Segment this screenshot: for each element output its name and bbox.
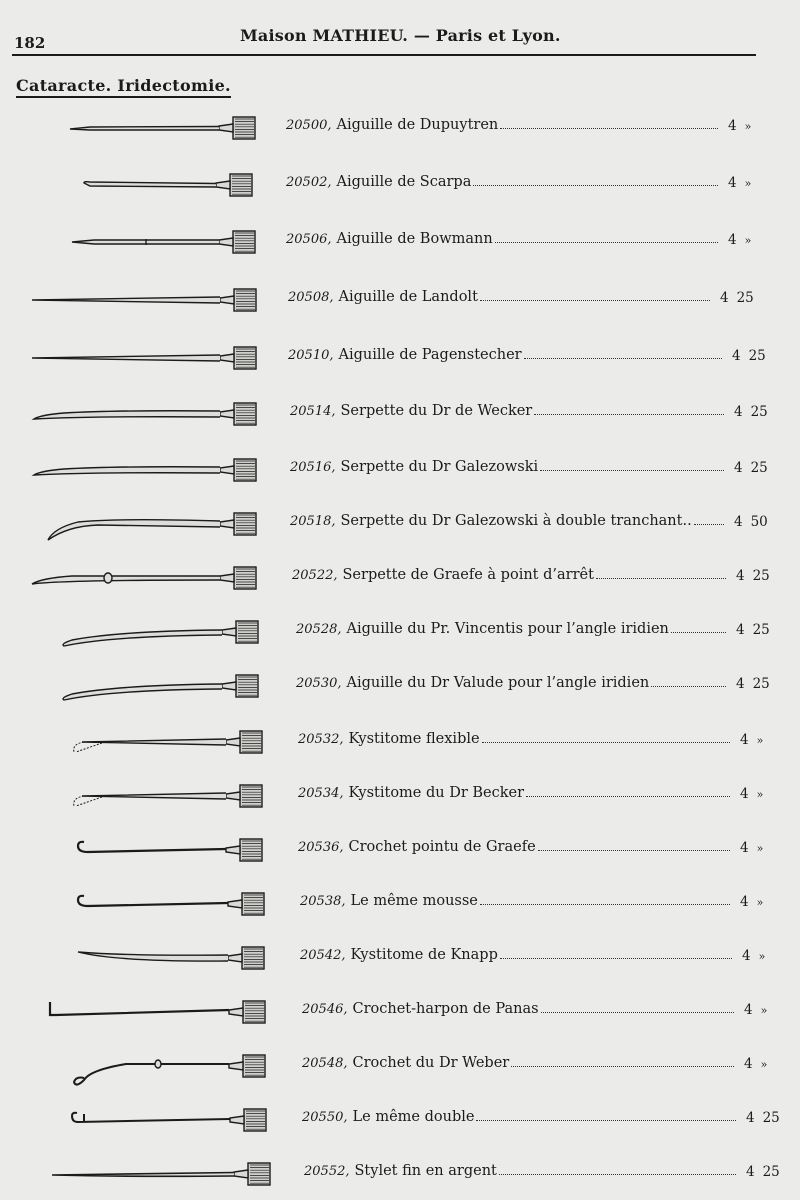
- item-price: [728, 175, 751, 195]
- serpette-icon: [0, 450, 250, 490]
- item-code: 20510,: [288, 348, 334, 363]
- price-francs: 4: [742, 948, 751, 964]
- price-francs: 4: [728, 175, 737, 191]
- dot-leader: [500, 128, 718, 129]
- item-code: 20538,: [300, 894, 346, 909]
- dot-leader: [500, 958, 732, 959]
- catalog-item: [0, 830, 800, 866]
- catalog-item: [0, 558, 800, 594]
- dot-leader: [476, 1120, 736, 1121]
- serpette-curved-icon: [0, 504, 250, 544]
- catalog-item: [0, 108, 800, 144]
- catalog-item: [0, 504, 800, 540]
- stylet-icon: [0, 1154, 250, 1194]
- dot-leader: [534, 414, 724, 415]
- kystitome-icon: [0, 722, 250, 762]
- catalog-item: [0, 884, 800, 920]
- dot-leader: [694, 524, 724, 525]
- catalog-item: [0, 612, 800, 648]
- item-price: [736, 676, 770, 696]
- item-name: Stylet fin en argent: [354, 1163, 497, 1179]
- item-price: [736, 568, 770, 588]
- catalog-item: [0, 1154, 800, 1190]
- item-price: [734, 514, 768, 534]
- item-code: 20506,: [286, 232, 332, 247]
- price-francs: 4: [734, 404, 743, 420]
- dot-leader: [511, 1066, 734, 1067]
- dot-leader: [480, 300, 710, 301]
- catalog-item: [0, 280, 800, 316]
- item-name: Kystitome de Knapp: [350, 947, 498, 963]
- needle-lance-icon: [0, 222, 250, 262]
- item-code: 20552,: [304, 1164, 350, 1179]
- needle-curved-tip-icon: [0, 165, 250, 205]
- angled-needle-icon: [0, 612, 250, 652]
- price-cents: 25: [750, 460, 768, 476]
- price-francs: 4: [720, 290, 729, 306]
- angled-needle-icon: [0, 666, 250, 706]
- item-name: Aiguille de Dupuytren: [336, 117, 499, 133]
- item-code: 20522,: [292, 568, 338, 583]
- item-code: 20534,: [298, 786, 344, 801]
- price-francs: 4: [740, 894, 749, 910]
- item-code: 20536,: [298, 840, 344, 855]
- item-code: 20532,: [298, 732, 344, 747]
- harpoon-hook-icon: [0, 992, 250, 1032]
- item-code: 20500,: [286, 118, 332, 133]
- dot-leader: [651, 686, 726, 687]
- price-francs: 4: [740, 840, 749, 856]
- item-price: [746, 1164, 780, 1184]
- double-hook-icon: [0, 1100, 250, 1140]
- item-name: Serpette du Dr de Wecker: [340, 403, 533, 419]
- dot-leader: [541, 1012, 734, 1013]
- needle-long-icon: [0, 338, 250, 378]
- item-name: Aiguille de Pagenstecher: [338, 347, 522, 363]
- item-name: Le même double: [352, 1109, 475, 1125]
- item-name: Serpette du Dr Galezowski: [340, 459, 539, 475]
- item-code: 20546,: [302, 1002, 348, 1017]
- dot-leader: [596, 578, 726, 579]
- item-price: [746, 1110, 780, 1130]
- item-name: Crochet pointu de Graefe: [348, 839, 536, 855]
- price-francs: 4: [728, 232, 737, 248]
- item-name: Crochet-harpon de Panas: [352, 1001, 539, 1017]
- item-price: [728, 118, 751, 138]
- dot-leader: [499, 1174, 736, 1175]
- dot-leader: [540, 470, 724, 471]
- item-price: [740, 894, 763, 914]
- price-cents: »: [760, 1004, 768, 1017]
- dot-leader: [524, 358, 722, 359]
- needle-long-icon: [0, 280, 250, 320]
- item-price: [740, 840, 763, 860]
- dot-leader: [482, 742, 730, 743]
- item-code: 20548,: [302, 1056, 348, 1071]
- item-name: Aiguille de Landolt: [338, 289, 478, 305]
- price-cents: »: [756, 788, 764, 801]
- kystitome-icon: [0, 776, 250, 816]
- price-cents: »: [760, 1058, 768, 1071]
- item-price: [742, 948, 765, 968]
- price-cents: 25: [762, 1164, 780, 1180]
- item-name: Serpette du Dr Galezowski à double tranchant..: [340, 513, 692, 529]
- catalog-item: [0, 666, 800, 702]
- serpette-stop-icon: [0, 558, 250, 598]
- weber-hook-icon: [0, 1046, 250, 1086]
- catalog-item: [0, 1046, 800, 1082]
- price-cents: 25: [750, 404, 768, 420]
- price-cents: 25: [752, 676, 770, 692]
- dot-leader: [480, 904, 730, 905]
- item-code: 20530,: [296, 676, 342, 691]
- serpette-icon: [0, 394, 250, 434]
- dot-leader: [495, 242, 718, 243]
- price-francs: 4: [734, 460, 743, 476]
- item-code: 20518,: [290, 514, 336, 529]
- price-cents: 25: [762, 1110, 780, 1126]
- catalog-item: [0, 938, 800, 974]
- price-francs: 4: [744, 1002, 753, 1018]
- price-francs: 4: [732, 348, 741, 364]
- price-francs: 4: [736, 568, 745, 584]
- item-price: [728, 232, 751, 252]
- price-cents: »: [744, 120, 752, 133]
- price-francs: 4: [740, 786, 749, 802]
- price-francs: 4: [736, 622, 745, 638]
- price-francs: 4: [746, 1110, 755, 1126]
- item-code: 20508,: [288, 290, 334, 305]
- item-name: Aiguille de Bowmann: [336, 231, 493, 247]
- price-cents: 50: [750, 514, 768, 530]
- needle-straight-icon: [0, 108, 250, 148]
- catalog-item: [0, 165, 800, 201]
- price-francs: 4: [746, 1164, 755, 1180]
- price-francs: 4: [744, 1056, 753, 1072]
- price-cents: »: [756, 734, 764, 747]
- item-name: Kystitome flexible: [348, 731, 480, 747]
- catalog-item: [0, 450, 800, 486]
- dot-leader: [473, 185, 718, 186]
- item-code: 20516,: [290, 460, 336, 475]
- page-header: Maison MATHIEU. — Paris et Lyon.: [240, 26, 561, 45]
- item-price: [720, 290, 754, 310]
- catalog-item: [0, 722, 800, 758]
- hook-icon: [0, 830, 250, 870]
- price-cents: »: [756, 842, 764, 855]
- item-name: Aiguille du Pr. Vincentis pour l’angle iridien: [346, 621, 669, 637]
- price-cents: »: [744, 177, 752, 190]
- item-name: Crochet du Dr Weber: [352, 1055, 510, 1071]
- item-code: 20514,: [290, 404, 336, 419]
- price-cents: 25: [752, 622, 770, 638]
- item-price: [740, 786, 763, 806]
- dot-leader: [526, 796, 730, 797]
- hook-icon: [0, 884, 250, 924]
- dot-leader: [538, 850, 730, 851]
- price-cents: 25: [752, 568, 770, 584]
- item-code: 20542,: [300, 948, 346, 963]
- section-title: Cataracte. Iridectomie.: [16, 76, 231, 98]
- item-name: Aiguille du Dr Valude pour l’angle iridien: [346, 675, 650, 691]
- price-cents: »: [756, 896, 764, 909]
- item-name: Aiguille de Scarpa: [336, 174, 472, 190]
- item-price: [744, 1056, 767, 1076]
- item-price: [740, 732, 763, 752]
- item-price: [736, 622, 770, 642]
- item-price: [732, 348, 766, 368]
- item-name: Kystitome du Dr Becker: [348, 785, 525, 801]
- price-cents: 25: [748, 348, 766, 364]
- price-francs: 4: [740, 732, 749, 748]
- item-price: [734, 460, 768, 480]
- price-cents: 25: [736, 290, 754, 306]
- page-number: 182: [14, 34, 46, 52]
- item-name: Le même mousse: [350, 893, 478, 909]
- price-francs: 4: [736, 676, 745, 692]
- item-code: 20528,: [296, 622, 342, 637]
- price-francs: 4: [734, 514, 743, 530]
- item-price: [744, 1002, 767, 1022]
- catalog-item: [0, 992, 800, 1028]
- item-code: 20502,: [286, 175, 332, 190]
- knapp-kystitome-icon: [0, 938, 250, 978]
- item-code: 20550,: [302, 1110, 348, 1125]
- dot-leader: [671, 632, 726, 633]
- catalog-item: [0, 338, 800, 374]
- catalog-item: [0, 1100, 800, 1136]
- catalog-item: [0, 394, 800, 430]
- catalog-item: [0, 222, 800, 258]
- item-name: Serpette de Graefe à point d’arrêt: [342, 567, 594, 583]
- item-price: [734, 404, 768, 424]
- price-cents: »: [744, 234, 752, 247]
- catalog-item: [0, 776, 800, 812]
- price-cents: »: [758, 950, 766, 963]
- price-francs: 4: [728, 118, 737, 134]
